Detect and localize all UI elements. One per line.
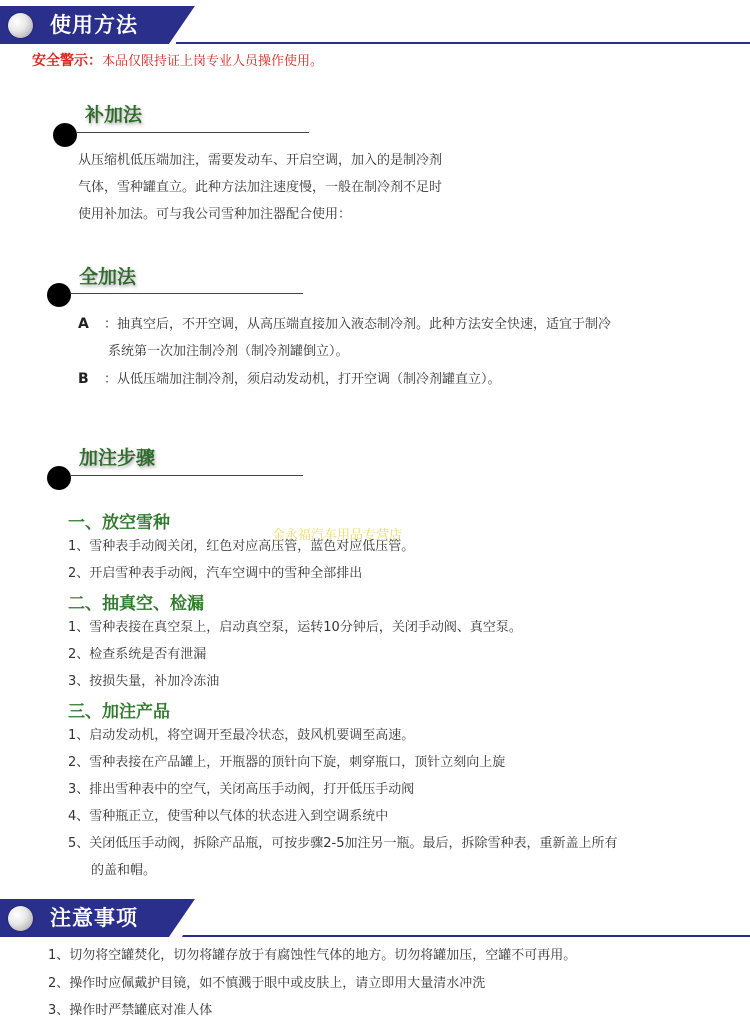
step-item: 1、启动发动机，将空调开至最冷状态，鼓风机要调至高速。 <box>68 728 415 743</box>
section-header-supplement <box>53 100 313 148</box>
step-group-title: 三、加注产品 <box>68 702 170 722</box>
banner-title: 注意事项 <box>50 906 138 930</box>
full-method-b <box>78 370 501 389</box>
safety-warning <box>32 52 323 71</box>
bullet-dot-icon <box>47 466 71 490</box>
section-rule <box>77 132 309 133</box>
section-header-steps <box>47 443 317 491</box>
warning-label: 安全警示： <box>32 53 102 69</box>
banner-disc-icon <box>8 13 33 38</box>
supplement-line: 使用补加法。可与我公司雪种加注器配合使用： <box>78 207 352 222</box>
step-group-title: 二、抽真空、检漏 <box>68 594 204 614</box>
note-item: 2、操作时应佩戴护目镜，如不慎溅于眼中或皮肤上，请立即用大量清水冲洗 <box>48 976 486 991</box>
section-header-full <box>47 262 307 310</box>
banner-title: 使用方法 <box>50 13 138 37</box>
step-item: 2、检查系统是否有泄漏 <box>68 647 207 662</box>
full-method-a-cont: 系统第一次加注制冷剂（制冷剂罐倒立）。 <box>108 344 349 359</box>
notes-banner <box>0 899 750 937</box>
section-title: 补加法 <box>85 104 143 126</box>
supplement-line: 从压缩机低压端加注，需要发动车、开启空调，加入的是制冷剂 <box>78 153 443 168</box>
step-group-title: 一、放空雪种 <box>68 513 170 533</box>
step-item-cont: 的盖和帽。 <box>91 863 157 878</box>
option-text: ：抽真空后，不开空调，从高压端直接加入液态制冷剂。此种方法安全快速，适宜于制冷 <box>104 317 612 332</box>
step-item: 3、排出雪种表中的空气，关闭高压手动阀，打开低压手动阀 <box>68 782 415 797</box>
shop-watermark: 金永福汽车用品专营店 <box>272 528 403 543</box>
section-title: 加注步骤 <box>79 447 156 469</box>
step-item: 5、关闭低压手动阀，拆除产品瓶，可按步骤2-5加注另一瓶。最后，拆除雪种表，重新盖上所有 <box>68 836 618 851</box>
step-item: 3、按损失量，补加冷冻油 <box>68 674 220 689</box>
step-item: 2、开启雪种表手动阀，汽车空调中的雪种全部排出 <box>68 566 363 581</box>
note-item: 3、操作时严禁罐底对准人体 <box>48 1003 213 1018</box>
usage-banner <box>0 6 750 44</box>
section-rule <box>71 293 303 294</box>
banner-disc-icon <box>8 906 33 931</box>
note-item: 1、切勿将空罐焚化，切勿将罐存放于有腐蚀性气体的地方。切勿将罐加压，空罐不可再用。 <box>48 948 577 963</box>
option-letter: A <box>78 316 89 332</box>
step-item: 1、雪种表手动阀关闭，红色对应高压管，蓝色对应低压管。 <box>68 539 415 554</box>
section-title: 全加法 <box>79 266 137 288</box>
step-item: 2、雪种表接在产品罐上，开瓶器的顶针向下旋，刺穿瓶口，顶针立刻向上旋 <box>68 755 506 770</box>
full-method-a <box>78 315 611 334</box>
step-item: 1、雪种表接在真空泵上，启动真空泵，运转10分钟后，关闭手动阀、真空泵。 <box>68 620 522 635</box>
section-rule <box>71 475 303 476</box>
bullet-dot-icon <box>53 123 77 147</box>
option-text: ：从低压端加注制冷剂，须启动发动机，打开空调（制冷剂罐直立）。 <box>104 372 501 387</box>
warning-text: 本品仅限持证上岗专业人员操作使用。 <box>102 54 324 69</box>
supplement-line: 气体，雪种罐直立。此种方法加注速度慢，一般在制冷剂不足时 <box>78 180 443 195</box>
bullet-dot-icon <box>47 283 71 307</box>
step-item: 4、雪种瓶正立，使雪种以气体的状态进入到空调系统中 <box>68 809 389 824</box>
option-letter: B <box>78 371 89 387</box>
